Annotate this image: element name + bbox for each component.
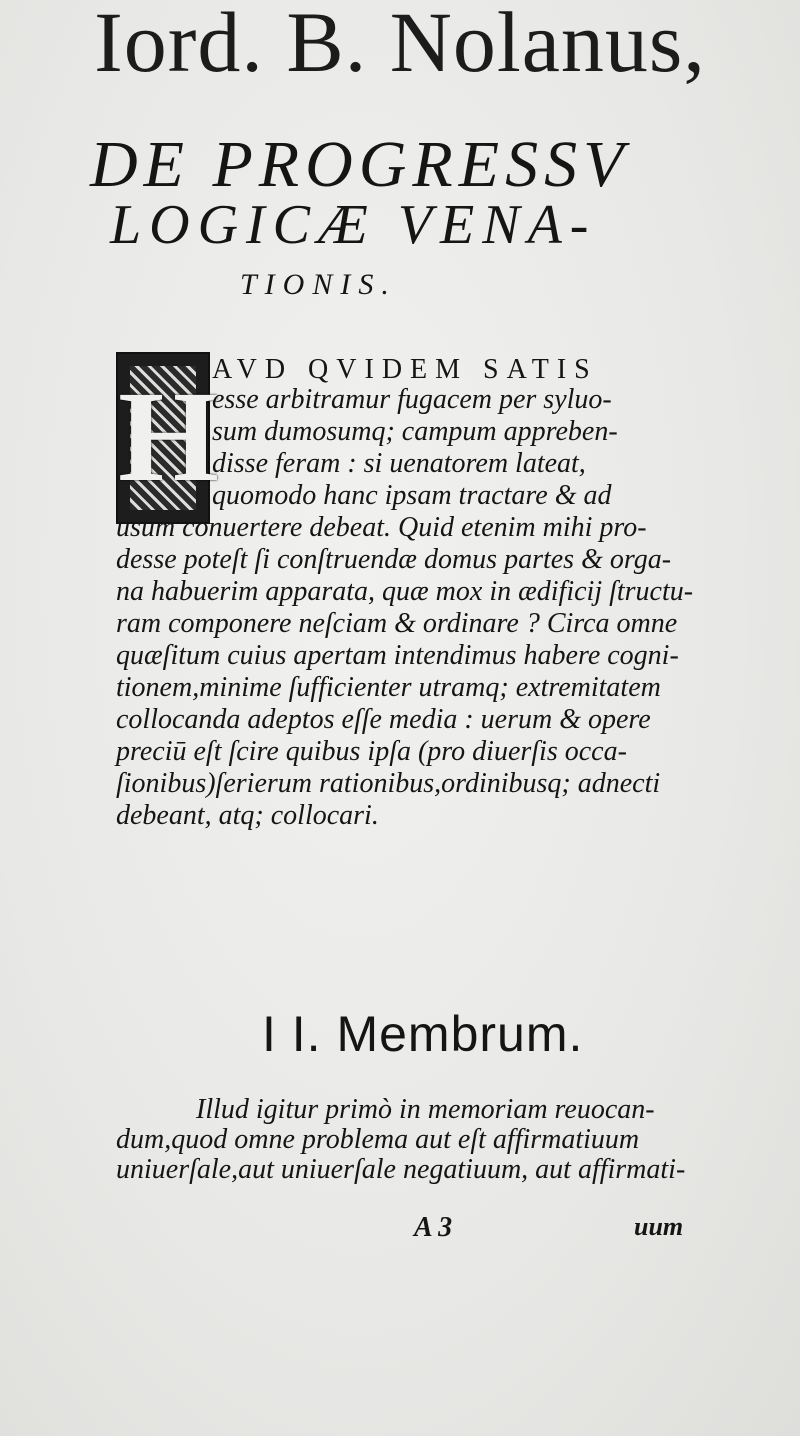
text-line: quomodo hanc ipsam tractare & ad [212, 480, 612, 511]
title-line-2: LOGICÆ VENA- [110, 194, 597, 256]
text-line: ram componere neſciam & ordinare ? Circa omne [116, 608, 678, 639]
section-heading: I I. Membrum. [262, 1006, 584, 1062]
initial-letter: H [118, 365, 220, 509]
title-line-1: DE PROGRESSV [90, 128, 630, 201]
opening-head: AVD QVIDEM SATIS [212, 354, 598, 385]
text-line: na habuerim apparata, quæ mox in ædificij ſtructu- [116, 576, 694, 607]
text-line: uniuerſale,aut uniuerſale negatiuum, aut affirmati- [116, 1154, 686, 1185]
opening-paragraph [116, 384, 716, 832]
signature-mark: A 3 [414, 1212, 453, 1243]
text-line: Illud igitur primò in memoriam reuocan- [196, 1094, 655, 1125]
text-line: quæſitum cuius apertam intendimus habere cogni- [116, 640, 679, 671]
text-line: esse arbitramur fugacem per syluo- [212, 384, 612, 415]
text-line: tionem,minime ſufficienter utramq; extremitatem [116, 672, 661, 703]
catchword: uum [634, 1212, 684, 1241]
text-line: collocanda adeptos eſſe media : uerum & opere [116, 704, 651, 735]
text-line: disse feram : si uenatorem lateat, [212, 448, 586, 479]
text-line: usum conuertere debeat. Quid etenim mihi pro- [116, 512, 647, 543]
second-paragraph [116, 1095, 736, 1185]
text-line: preciū eſt ſcire quibus ipſa (pro diuerſis occa- [116, 736, 627, 767]
title-line-3: TIONIS. [240, 268, 397, 301]
text-line: debeant, atq; collocari. [116, 800, 379, 831]
text-line: ſionibus)ſerierum rationibus,ordinibusq; adnecti [116, 768, 661, 799]
text-line: sum dumosumq; campum appreben- [212, 416, 618, 447]
author-heading: Iord. B. Nolanus, [94, 0, 706, 90]
text-line: dum,quod omne problema aut eſt affirmatiuum [116, 1124, 640, 1155]
text-line: desse poteſt ſi conſtruendæ domus partes & orga- [116, 544, 672, 575]
